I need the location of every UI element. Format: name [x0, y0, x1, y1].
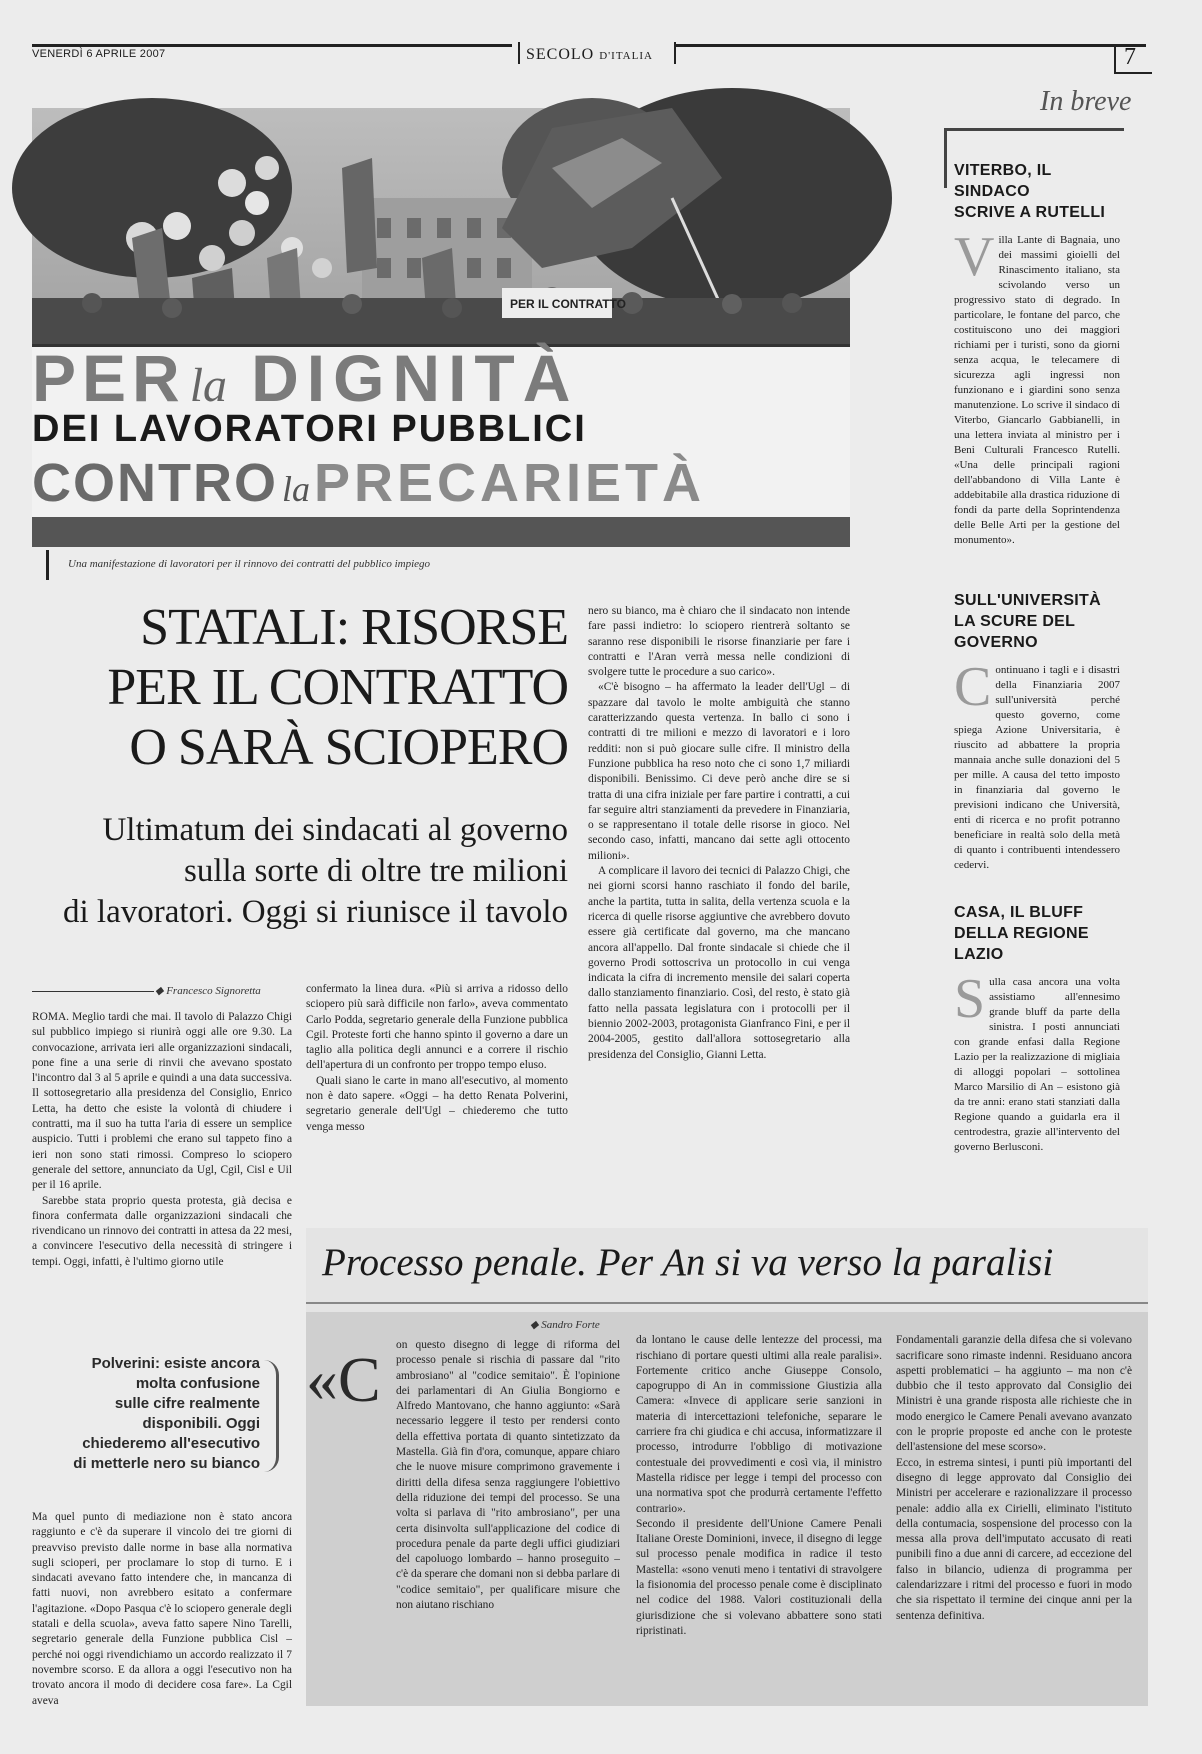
sidebar-heading: In breve: [1040, 86, 1132, 117]
sidebar-item-title: SULL'UNIVERSITÀ LA SCURE DEL GOVERNO: [954, 592, 1101, 651]
sidebar-item-text: Continuano i tagli e i disastri della Finanziaria 2007 sull'università perché questo governo, come spiega Azione Universitaria, è riuscito ad abbattere la propria mannaia anche sulle donazioni del 5 per mille. A causa del tetto imposto in finanziaria dal governo le previsioni indicano che Università, enti di ricerca e no profit potranno beneficiare in realtà solo della metà di quanto i contribuenti intendessero cedervi.: [954, 656, 1120, 871]
second-article-byline: ◆ Sandro Forte: [530, 1319, 600, 1331]
continued-column: Ma quel punto di mediazione non è stato ancora raggiunto e c'è da superare il vincolo dei tre giorni di preavviso previsto dalle norme in base alla normativa sugli scioperi, per proclamare lo stop di turno. E i sindacati avevano fatto intendere che, in mancanza di fatti nuovi, non avrebbero esitato a confermare l'agitazione. «Dopo Pasqua c'è lo sciopero generale degli statali e della scuola», aveva fatto sapere Nino Tarelli, segretario generale della Funzione pubblica Cisl – perché noi oggi rivendichiamo un accordo realizzato il 7 novembre scorso. E da allora a oggi l'esecutivo non ha trovato ancora il modo di decidere cosa fare». La Cgil aveva: [32, 1511, 292, 1707]
main-byline: ◆ Francesco Signoretta: [155, 985, 261, 997]
photo-caption: Una manifestazione di lavoratori per il rinnovo dei contratti del pubblico impiego: [68, 558, 431, 570]
sidebar-item-universita: [954, 590, 1120, 905]
masthead-date: VENERDÌ 6 APRILE 2007: [32, 48, 166, 60]
main-article-col3: nero su bianco, ma è chiaro che il sindacato non intende fare passi indietro: lo sciopero rientrerà soltanto se saranno rese disponibili le risorse finanziarie per fare i contratti e l'Aran verrà messa nelle condizioni di svolgere tutte le procedure a suo carico». «C'è bisogno – ha affermato la leader dell'Ugl – di spazzare dal tavolo le molte ambiguità che stanno caratterizzando questa vertenza. In ballo ci sono i contratti di tre milioni e mezzo di lavoratori e i loro redditi: non si può giocare sulle cifre. Il ministro della Funzione pubblica ha reso noto che ci sono 1,7 miliardi disponibili. Benissimo. Ci deve però anche dire se si tratta di una cifra iniziale per fare partire i contratti, a cui far seguire altri stanziamenti da prevedere in Finanziaria, o se rappresentano il totale delle risorse in gioco. Nel secondo caso, infatti, mancano dai sette agli ottocento milioni». A complicare il lavoro dei tecnici di Palazzo Chigi, che nei giorni scorsi hanno raschiato il fondo del barile, anche la partita, tutta in salita, della vertenza scuola e la ricerca di quelle risorse aggiuntive che avrebbero dovuto essere già certificate dal governo, ma che mancano ancora all'appello. Dal fronte sindacale si chiede che il governo Prodi sottoscriva un protocollo in cui venga indicata la cifra di incremento mensile dei salari coperta dallo stanziamento finanziario. Così, del resto, è stato già fatto nella passata legislatura con i protocolli per il biennio 2002-2003, protagonista Gianfranco Fini, e per il 2004-2005, gestito dall'allora sottosegretario alla presidenza del Consiglio, Gianni Letta.: [588, 605, 850, 1061]
page-number: 7: [1124, 44, 1136, 70]
main-subtitle: Ultimatum dei sindacati al governo sulla sorte di oltre tre milioni di lavoratori. Oggi si riunisce il tavolo: [63, 812, 568, 930]
second-article-col1: on questo disegno di legge di riforma del processo penale si rischia di passare dal "rito ambrosiano" al "codice semitaio". È l'opinione dei parlamentari di An Giulia Bongiorno e Alfredo Mantovano, che hanno aggiunto: «Sarà necessario leggere il testo per rendersi conto della effettiva portata di quanto sintetizzato da Mastella. Già fin d'ora, comunque, appare chiaro che le nuove misure comprimono gravemente i diritti della difesa senza raggiungere l'obiettivo della riduzione dei tempi del processo. Se una volta si parlava di "rito ambrosiano", per una certa disinvolta sull'applicazione del codice di procedura penale da parte degli uffici giudiziari del capoluogo lombardo – hanno proseguito – c'è da sperare che domani non si debba parlare di "codice semitaio", per qualificare misure che non aiutano rischiano: [396, 1339, 620, 1612]
second-article-col3: Fondamentali garanzie della difesa che si volevano sacrificare sono rimaste indenni. Residuano ancora aspetti problematici – ha aggiunto – ma non c'è dubbio che il testo approvato dal Consiglio dei Ministri è una grande risposta alle richieste che in modo energico le Camere Penali avevano avanzato con le proprie proposte ed anche con le proteste dell'astensione del mese scorso». Ecco, in estrema sintesi, i punti più importanti del disegno di legge approvato dal Consiglio dei Ministri per accelerare e razionalizzare il processo penale: addio alla ex Cirielli, eliminato l'istituto della contumacia, sospensione del processo con la messa alla prova dell'imputato accusato di reati punibili fino a due anni di carcere, ad eccezione del falso in bilancio, udienza di programma per calendarizzare i ritmi del processo e fuori in modo che sia rispettato il termine dei cinque anni per la sentenza definitiva.: [896, 1334, 1132, 1622]
pull-quote: Polverini: esiste ancora molta confusione sulle cifre realmente disponibili. Oggi chiederemo all'esecutivo di metterle nero su bianco: [73, 1355, 260, 1472]
main-article-col2: confermato la linea dura. «Più si arriva a ridosso dello sciopero più sarà difficile non farlo», aveva commentato Carlo Podda, segretario generale della Funzione pubblica Cgil. Proteste forti che hanno spinto il governo a dare un taglio alla politica degli annunci e a correre il rischio dell'apertura di un confronto per troppo tempo eluso. Quali siano le carte in mano all'esecutivo, al momento non è dato sapere. «Oggi – ha detto Renata Polverini, segretario generale dell'Ugl – chiederemo che tutto venga messo: [306, 983, 568, 1133]
sidebar-item-title: VITERBO, IL SINDACO SCRIVE A RUTELLI: [954, 162, 1106, 221]
protest-banner: [32, 341, 850, 547]
banner-line2: DEI LAVORATORI PUBBLICI: [32, 408, 587, 450]
protest-sign-text: PER IL CONTRATTO: [510, 297, 627, 311]
sidebar-item-casa: [954, 902, 1120, 1185]
banner-line3: CONTRO la PRECARIETÀ: [32, 453, 706, 513]
second-article-col2: da lontano le cause delle lentezze del processi, ma rischiano di portare questi ultimi alla reale paralisi». Fortemente critico anche Giuseppe Consolo, capogruppo di An in commissione Giustizia alla Camera: «Invece di applicare serie sanzioni in materia di intercettazioni telefoniche, separare le carriere fra chi giudica e chi accusa, informatizzare il processo, introdurre l'obbligo di motivazione contestuale dei provvedimenti e così via, il ministro Mastella ridisce per legge i tempi del processo con una normativa spot che produrrà certamente l'effetto contrario». Secondo il presidente dell'Unione Camere Penali Italiane Oreste Dominioni, invece, il disegno di legge sul processo penale modifica in radice il testo Mastella: «sono venuti meno i tentativi di stravolgere la fisionomia del processo penale come è disciplinato nel codice del 1988. Valori costituzionali della giurisdizione che si volevano abbattere sono stati ripristinati.: [636, 1334, 882, 1637]
banner-line1: PER la DIGNITÀ: [32, 341, 579, 415]
main-headline: STATALI: RISORSE PER IL CONTRATTO O SARÀ SCIOPERO: [107, 599, 568, 776]
sidebar-item-text: Villa Lante di Bagnaia, uno dei massimi gioielli del Rinascimento italiano, sta scivolando verso un progressivo stato di degrado. In particolare, le fontane del parco, che costituiscono uno dei maggiori richiami per i turisti, sono da giorni senza acqua, le telecamere di sicurezza agli ingressi non funzionano e i giardini sono senza manutenzione. Lo scrive il sindaco di Viterbo, Giancarlo Gabbianelli, in una lettera inviata al ministro per i Beni Culturali Francesco Rutelli. «Una delle principali ragioni dell'abbandono di Villa Lante è addebitabile alla drastica riduzione di fondi da parte della Soprintendenza delle Belle Arti per la gestione del monumento».: [954, 226, 1120, 546]
sidebar-item-title: CASA, IL BLUFF DELLA REGIONE LAZIO: [954, 904, 1089, 963]
protest-photo: [32, 108, 850, 544]
sidebar-item-text: Sulla casa ancora una volta assistiamo all'ennesimo grande bluff da parte della sinistra. I posti annunciati con grande enfasi dalla Regione Lazio per la realizzazione di migliaia di alloggi popolari – sottolinea Marco Marsilio di An – esistono già da tre anni: erano stati stanziati dalla Regione quando a guidarla era il centrodestra, grazie all'intervento del governo Berlusconi.: [954, 968, 1120, 1153]
second-article-title: Processo penale. Per An si va verso la paralisi: [322, 1241, 1054, 1284]
sidebar-item-viterbo: [954, 160, 1120, 573]
quote-mark: «C: [306, 1344, 381, 1415]
masthead-paper: SECOLO D'ITALIA: [526, 46, 653, 63]
masthead: [32, 38, 1152, 78]
main-article-col1: ROMA. Meglio tardi che mai. Il tavolo di Palazzo Chigi sul pubblico impiego si riunirà oggi alle ore 9.30. La convocazione, arrivata ieri alle organizzazioni sindacali, pone fine a una serie di rinvii che avevano spostato l'incontro dal 3 al 5 aprile e quindi a una data successiva. Il sottosegretario alla presidenza del Consiglio, Enrico Letta, ha detto che esiste la volontà di chiudere i contratti, ma il suo ha tutta l'aria di essere un semplice auspicio. Tutti i problemi che erano sul tappeto fino a ieri non sono stati rimossi. Compreso lo sciopero generale del settore, annunciato da Ugl, Cgil, Cisl e Uil per il 16 aprile. Sarebbe stata proprio questa protesta, già decisa e finora confermata dalle organizzazioni sindacali che rivendicano un rinnovo dei contratti in attesa da 22 mesi, a convincere l'esecutivo della necessità di stringere i tempi. Oggi, infatti, è l'ultimo giorno utile: [32, 1011, 292, 1268]
